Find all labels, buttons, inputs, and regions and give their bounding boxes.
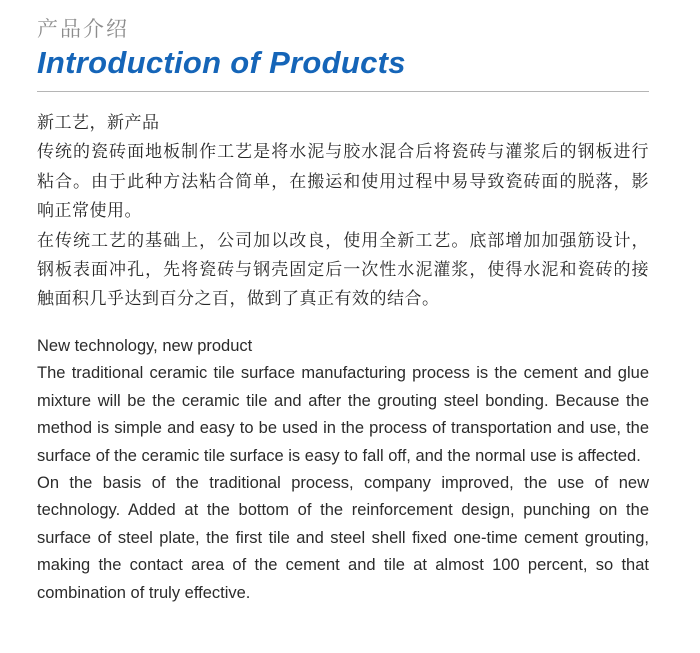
- english-description: [37, 333, 649, 607]
- english-section-title: Introduction of Products: [37, 45, 406, 80]
- chinese-paragraph-2: 在传统工艺的基础上，公司加以改良，使用全新工艺。底部增加加强筋设计，钢板表面冲孔，先将瓷砖与钢壳固定后一次性水泥灌浆，使得水泥和瓷砖的接触面积几乎达到百分之百，做到了真正有效的结合。: [37, 230, 649, 310]
- english-paragraph-1: The traditional ceramic tile surface manufacturing process is the cement and glue mixture will be the ceramic tile and after the grouting steel bonding. Because the method is simple and easy to be used in the process of transportation and use, the surface of the ceramic tile surface is easy to fall off, and the normal use is affected.: [37, 364, 649, 465]
- english-heading: New technology, new product: [37, 337, 253, 355]
- chinese-section-title: 产品介绍: [37, 17, 129, 41]
- chinese-description: [37, 109, 649, 315]
- chinese-heading: 新工艺，新产品: [37, 113, 160, 133]
- title-divider: [37, 91, 649, 92]
- chinese-paragraph-1: 传统的瓷砖面地板制作工艺是将水泥与胶水混合后将瓷砖与灌浆后的钢板进行粘合。由于此种方法粘合简单，在搬运和使用过程中易导致瓷砖面的脱落，影响正常使用。: [37, 142, 649, 222]
- english-paragraph-2: On the basis of the traditional process, company improved, the use of new technology. Added at the bottom of the reinforcement design, punching on the surface of steel plate, the first tile and steel shell fixed one-time cement grouting, making the contact area of the cement and tile at almost 100 percent, so that combination of truly effective.: [37, 474, 649, 602]
